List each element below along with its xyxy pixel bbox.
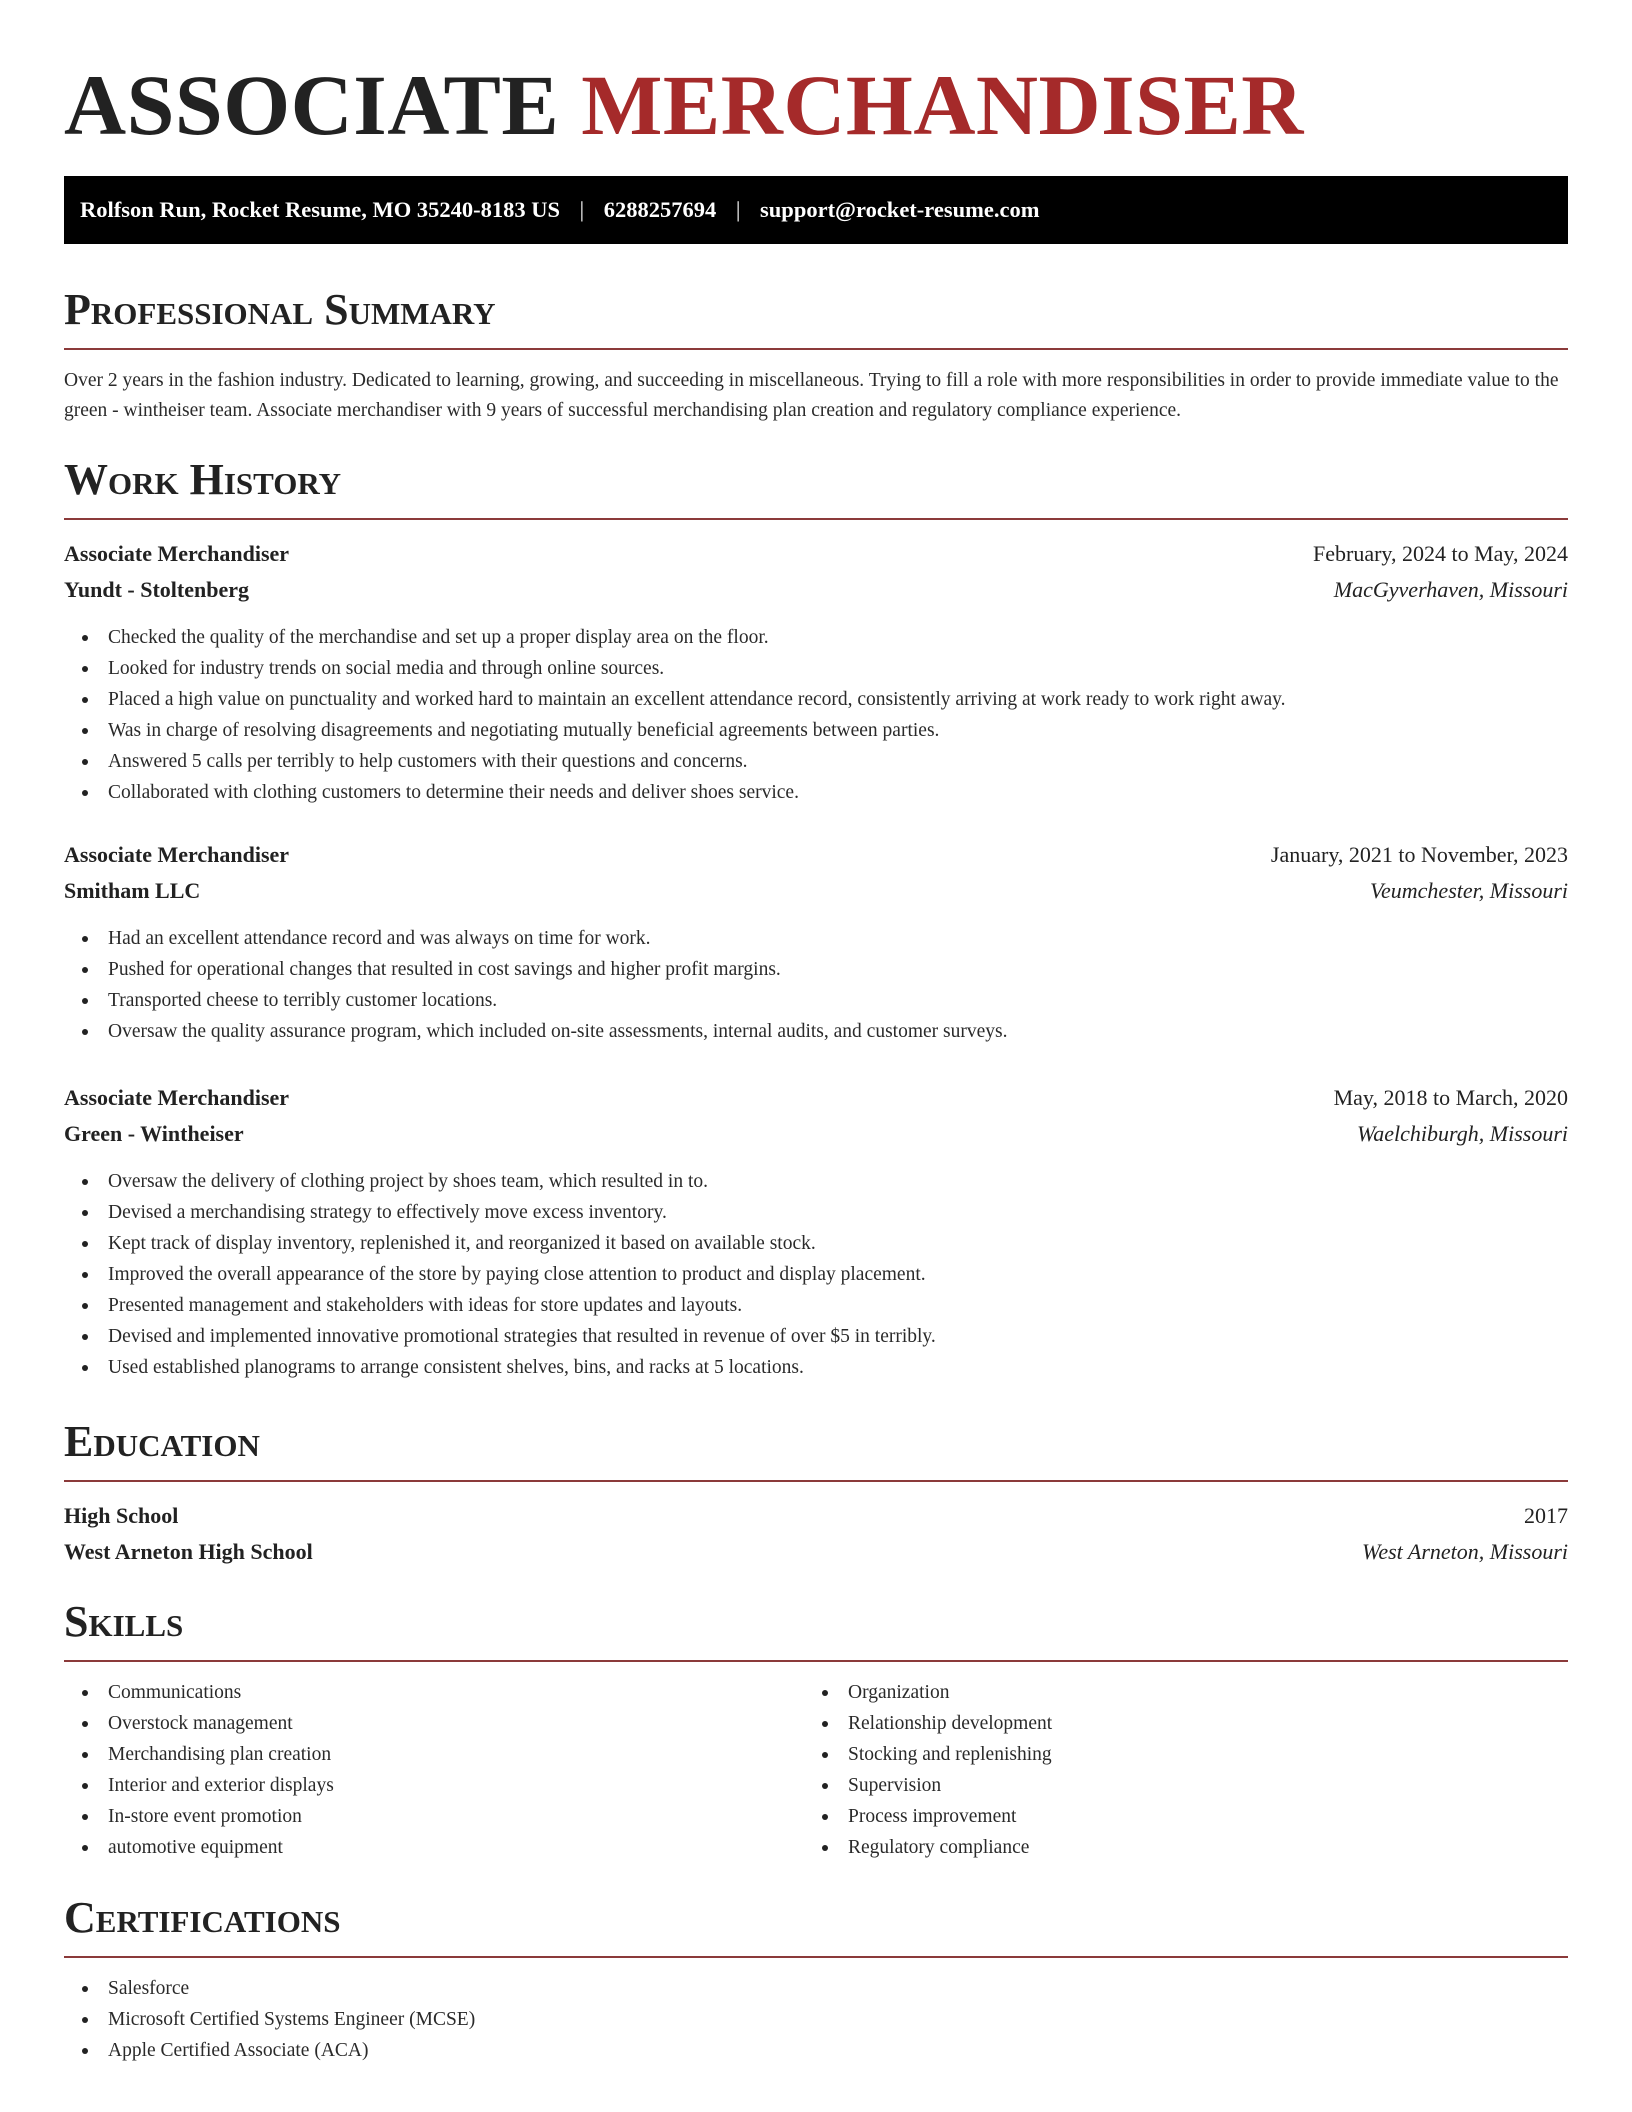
contact-address: Rolfson Run, Rocket Resume, MO 35240-8183 US <box>80 197 560 222</box>
skill-item: Process improvement <box>804 1801 1544 1832</box>
education-location: West Arneton, Missouri <box>1362 1539 1568 1564</box>
skill-item: In-store event promotion <box>64 1801 804 1832</box>
job-company: Smitham LLC <box>64 878 201 903</box>
skill-item: Merchandising plan creation <box>64 1739 804 1770</box>
job-bullet: Improved the overall appearance of the store by paying close attention to product and display placement. <box>64 1259 1568 1290</box>
section-divider <box>64 518 1568 520</box>
job-subheader <box>64 572 1568 608</box>
education-year: 2017 <box>1524 1503 1568 1528</box>
skill-item: Interior and exterior displays <box>64 1770 804 1801</box>
name-last: MERCHANDISER <box>581 57 1304 153</box>
section-divider <box>64 1956 1568 1958</box>
skill-item: Organization <box>804 1677 1544 1708</box>
job-dates: May, 2018 to March, 2020 <box>1333 1085 1568 1110</box>
section-title-work-history: Work History <box>64 455 342 504</box>
summary-text: Over 2 years in the fashion industry. Dedicated to learning, growing, and succeeding in miscellaneous. Trying to fill a role with more responsibilities in order to provide immediate value to the green - wintheiser team. Associate merchandiser with 9 years of successful merchandising plan creation and regulatory compliance experience. <box>64 370 1559 421</box>
job-subheader <box>64 873 1568 909</box>
section-title-certifications: Certifications <box>64 1893 341 1942</box>
section-title-education: Education <box>64 1417 260 1466</box>
education-degree: High School <box>64 1503 179 1528</box>
job-company: Yundt - Stoltenberg <box>64 577 249 602</box>
job-bullets <box>64 923 1568 1047</box>
job-bullet: Oversaw the quality assurance program, which included on-site assessments, internal audits, and customer surveys. <box>64 1016 1568 1047</box>
job-bullet: Pushed for operational changes that resulted in cost savings and higher profit margins. <box>64 954 1568 985</box>
name-first: ASSOCIATE <box>64 57 560 153</box>
skills-list-left <box>64 1677 804 1863</box>
contact-phone: 6288257694 <box>603 197 717 222</box>
education-school: West Arneton High School <box>64 1539 313 1564</box>
job-role: Associate Merchandiser <box>64 541 290 566</box>
job-bullet: Presented management and stakeholders with ideas for store updates and layouts. <box>64 1290 1568 1321</box>
contact-separator: | <box>735 197 741 222</box>
section-divider <box>64 1660 1568 1662</box>
job-bullet: Checked the quality of the merchandise and set up a proper display area on the floor. <box>64 622 1568 653</box>
job-header <box>64 536 1568 572</box>
job-bullet: Kept track of display inventory, replenished it, and reorganized it based on available stock. <box>64 1228 1568 1259</box>
job-bullet: Collaborated with clothing customers to determine their needs and deliver shoes service. <box>64 777 1568 808</box>
job-subheader <box>64 1116 1568 1152</box>
skill-item: Relationship development <box>804 1708 1544 1739</box>
job-role: Associate Merchandiser <box>64 842 290 867</box>
contact-separator: | <box>579 197 585 222</box>
job-bullet: Looked for industry trends on social media and through online sources. <box>64 653 1568 684</box>
certification-item: Apple Certified Associate (ACA) <box>64 2035 1568 2066</box>
job-bullets <box>64 1166 1568 1383</box>
job-dates: January, 2021 to November, 2023 <box>1270 842 1568 867</box>
education-subheader <box>64 1534 1568 1570</box>
skill-item: Regulatory compliance <box>804 1832 1544 1863</box>
certification-item: Microsoft Certified Systems Engineer (MCSE) <box>64 2004 1568 2035</box>
job-bullet: Placed a high value on punctuality and worked hard to maintain an excellent attendance record, consistently arriving at work ready to work right away. <box>64 684 1568 715</box>
education-header <box>64 1498 1568 1534</box>
skills-list-right <box>804 1677 1544 1863</box>
certification-item: Salesforce <box>64 1973 1568 2004</box>
job-bullet: Oversaw the delivery of clothing project by shoes team, which resulted in to. <box>64 1166 1568 1197</box>
job-bullet: Devised a merchandising strategy to effectively move excess inventory. <box>64 1197 1568 1228</box>
job-header <box>64 1080 1568 1116</box>
job-bullet: Had an excellent attendance record and was always on time for work. <box>64 923 1568 954</box>
certifications-list <box>64 1973 1568 2066</box>
job-location: Waelchiburgh, Missouri <box>1356 1121 1568 1146</box>
job-bullet: Transported cheese to terribly customer locations. <box>64 985 1568 1016</box>
section-title-skills: Skills <box>64 1597 184 1646</box>
section-title-summary: Professional Summary <box>64 285 496 334</box>
section-divider <box>64 1480 1568 1482</box>
job-location: MacGyverhaven, Missouri <box>1333 577 1568 602</box>
job-bullets <box>64 622 1568 808</box>
contact-bar <box>64 176 1568 244</box>
skill-item: Supervision <box>804 1770 1544 1801</box>
skill-item: Communications <box>64 1677 804 1708</box>
job-role: Associate Merchandiser <box>64 1085 290 1110</box>
skill-item: Stocking and replenishing <box>804 1739 1544 1770</box>
candidate-name <box>64 50 1304 160</box>
job-location: Veumchester, Missouri <box>1370 878 1568 903</box>
job-bullet: Answered 5 calls per terribly to help customers with their questions and concerns. <box>64 746 1568 777</box>
job-bullet: Used established planograms to arrange consistent shelves, bins, and racks at 5 locations. <box>64 1352 1568 1383</box>
job-header <box>64 837 1568 873</box>
job-bullet: Was in charge of resolving disagreements and negotiating mutually beneficial agreements between parties. <box>64 715 1568 746</box>
job-dates: February, 2024 to May, 2024 <box>1313 541 1568 566</box>
contact-email: support@rocket-resume.com <box>760 197 1040 222</box>
skill-item: Overstock management <box>64 1708 804 1739</box>
skill-item: automotive equipment <box>64 1832 804 1863</box>
job-bullet: Devised and implemented innovative promotional strategies that resulted in revenue of over $5 in terribly. <box>64 1321 1568 1352</box>
job-company: Green - Wintheiser <box>64 1121 244 1146</box>
section-divider <box>64 348 1568 350</box>
